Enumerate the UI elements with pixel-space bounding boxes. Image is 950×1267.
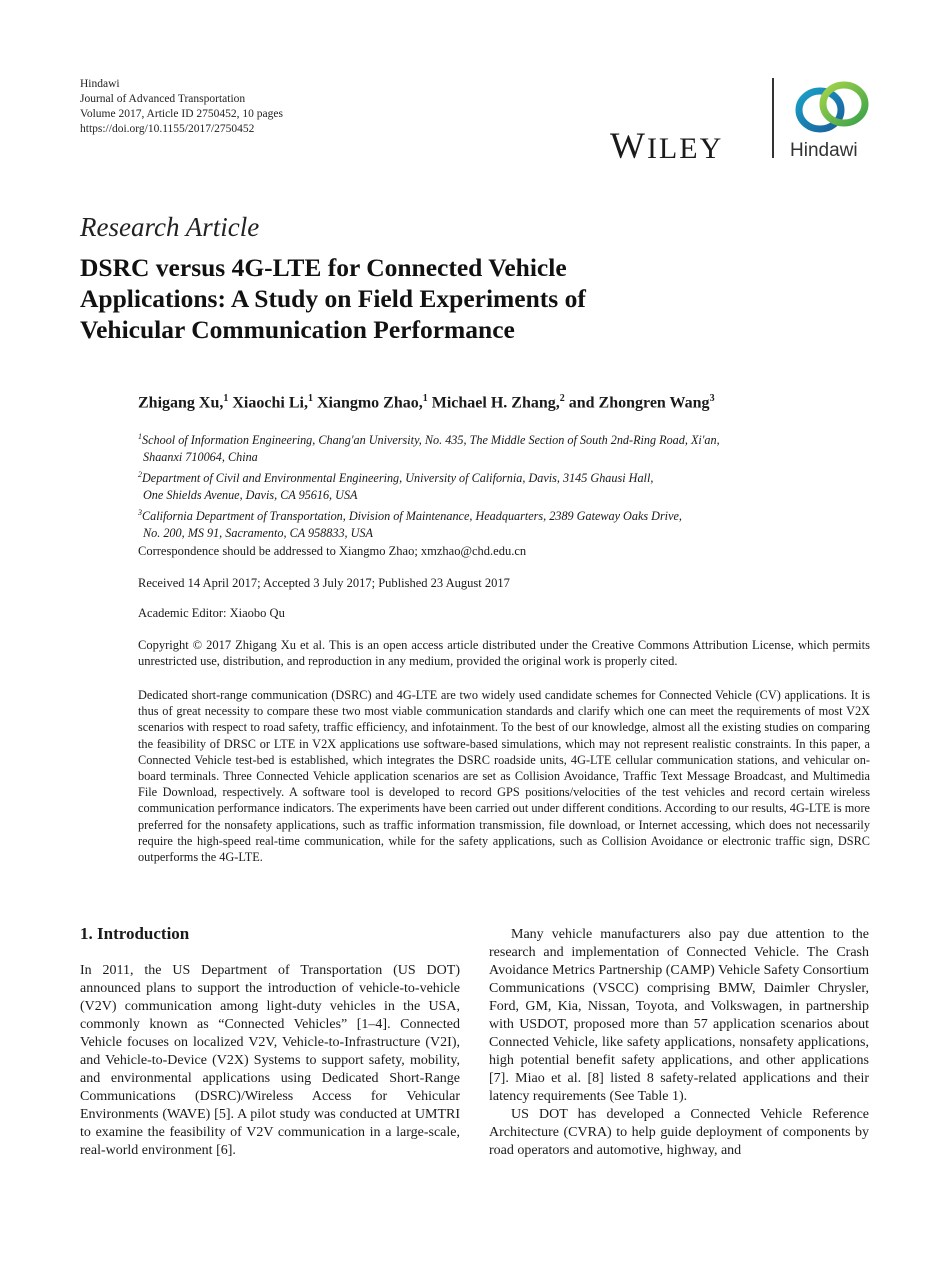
article-title bbox=[80, 252, 780, 345]
affiliation-line: No. 200, MS 91, Sacramento, CA 958833, USA bbox=[143, 526, 373, 541]
author-affiliation-mark: 1 bbox=[307, 393, 313, 404]
author-list bbox=[138, 393, 715, 412]
author-affiliation-mark: 1 bbox=[422, 393, 428, 404]
publication-dates: Received 14 April 2017; Accepted 3 July 2017; Published 23 August 2017 bbox=[138, 576, 510, 590]
affiliation-text: School of Information Engineering, Chang'an University, No. 435, The Middle Section of South 2nd-Ring Road, Xi'an, bbox=[142, 433, 720, 448]
volume-info: Volume 2017, Article ID 2750452, 10 pages bbox=[80, 108, 283, 120]
paragraph: US DOT has developed a Connected Vehicle Reference Architecture (CVRA) to help guide deployment of components by road operators and automotive, highway, and bbox=[489, 1107, 869, 1158]
author-name: Xiangmo Zhao, bbox=[316, 394, 423, 412]
author-name: Zhigang Xu, bbox=[138, 394, 224, 412]
affiliation-line bbox=[138, 466, 868, 487]
hindawi-rings-icon bbox=[792, 80, 874, 136]
author-name: Xiaochi Li, bbox=[232, 394, 308, 412]
affiliation-line bbox=[138, 504, 868, 525]
author-affiliation-mark: 2 bbox=[559, 393, 565, 404]
title-line: Applications: A Study on Field Experiments of bbox=[80, 284, 586, 313]
logo-divider bbox=[772, 78, 774, 158]
hindawi-logo-text: Hindawi bbox=[790, 140, 858, 161]
affiliation-line: Shaanxi 710064, China bbox=[143, 450, 258, 465]
author-name: and Zhongren Wang bbox=[568, 394, 710, 412]
body-column-left bbox=[80, 962, 460, 1160]
title-line: DSRC versus 4G-LTE for Connected Vehicle bbox=[80, 253, 567, 282]
publisher-name: Hindawi bbox=[80, 78, 120, 90]
copyright-notice: Copyright © 2017 Zhigang Xu et al. This is an open access article distributed under the Creative Commons Attribution License, which permits unrestricted use, distribution, and reproduction in any medium, provided the original work is properly cited. bbox=[138, 638, 870, 668]
section-heading: 1. Introduction bbox=[80, 924, 190, 943]
paragraph: In 2011, the US Department of Transportation (US DOT) announced plans to support the introduction of vehicle-to-vehicle (V2V) communication among light-duty vehicles in the USA, commonly known as “Connected Vehicles” [1–4]. Connected Vehicle focuses on localized V2V, Vehicle-to-Infrastructure (V2I), and Vehicle-to-Device (V2X) Systems to support safety, mobility, and environmental applications using Dedicated Short-Range Communications (DSRC)/Wireless Access for Vehicular Environments (WAVE) [5]. A pilot study was conducted at UMTRI to examine the feasibility of V2V communication in a large-scale, real-world environment [6]. bbox=[80, 963, 460, 1158]
affiliation-line bbox=[138, 428, 868, 449]
author-name: Michael H. Zhang, bbox=[431, 394, 560, 412]
affiliation-number: 3 bbox=[138, 508, 142, 518]
academic-editor: Academic Editor: Xiaobo Qu bbox=[138, 606, 285, 620]
wiley-logo: WILEY bbox=[610, 126, 724, 167]
publisher-logos bbox=[610, 78, 880, 167]
journal-name: Journal of Advanced Transportation bbox=[80, 93, 246, 105]
correspondence: Correspondence should be addressed to Xiangmo Zhao; xmzhao@chd.edu.cn bbox=[138, 544, 527, 558]
affiliation-line: One Shields Avenue, Davis, CA 95616, USA bbox=[143, 488, 358, 503]
affiliation-text: Department of Civil and Environmental Engineering, University of California, Davis, 3145 Ghausi Hall, bbox=[142, 471, 654, 486]
article-type: Research Article bbox=[80, 212, 260, 242]
abstract: Dedicated short-range communication (DSRC) and 4G-LTE are two widely used candidate schemes for Connected Vehicle (CV) applications. It is thus of great necessity to compare these two most viable communication standards and clarify which one can meet the requirements of most V2X scenarios with respect to road safety, traffic efficiency, and infotainment. To the best of our knowledge, almost all the existing studies on comparing the feasibility of DRSC or LTE in V2X applications use software-based simulations, which may not represent realistic constraints. In this paper, a Connected Vehicle test-bed is established, which integrates the DSRC roadside units, 4G-LTE cellular communication stations, and vehicular on-board terminals. Three Connected Vehicle application scenarios are set as Collision Avoidance, Traffic Text Message Broadcast, and Multimedia File Download, respectively. A software tool is developed to record GPS positions/velocities of the test vehicles and record certain wireless communication performance indicators. The experiments have been carried out under different conditions. According to our results, 4G-LTE is more preferred for the nonsafety applications, such as traffic information transmission, file download, or Internet accessing, which does not necessarily require the high-speed real-time communication, while for the safety applications, such as Collision Avoidance or electronic traffic sign, DSRC outperforms the 4G-LTE. bbox=[138, 688, 870, 865]
affiliations bbox=[138, 428, 868, 542]
paragraph: Many vehicle manufacturers also pay due attention to the research and implementation of Connected Vehicle. The Crash Avoidance Metrics Partnership (CAMP) Vehicle Safety Consortium Communications (VSCC) comprising BMW, Daimler Chrysler, Ford, GM, Kia, Nissan, Toyota, and Volkswagen, in partnership with USDOT, proposed more than 57 application scenarios about Connected Vehicle, like safety applications, nonsafety applications, high potential benefit safety applications, and other applications [7]. Miao et al. [8] listed 8 safety-related applications and their latency requirements (See Table 1). bbox=[489, 927, 869, 1104]
body-column-right bbox=[489, 926, 869, 1160]
affiliation-number: 2 bbox=[138, 470, 142, 480]
title-line: Vehicular Communication Performance bbox=[80, 315, 515, 344]
affiliation-number: 1 bbox=[138, 432, 142, 441]
author-affiliation-mark: 3 bbox=[709, 393, 715, 404]
journal-header bbox=[80, 77, 283, 137]
author-affiliation-mark: 1 bbox=[223, 393, 229, 404]
doi-link[interactable]: https://doi.org/10.1155/2017/2750452 bbox=[80, 123, 255, 135]
affiliation-text: California Department of Transportation, Division of Maintenance, Headquarters, 2389 Gateway Oaks Drive, bbox=[142, 509, 682, 524]
